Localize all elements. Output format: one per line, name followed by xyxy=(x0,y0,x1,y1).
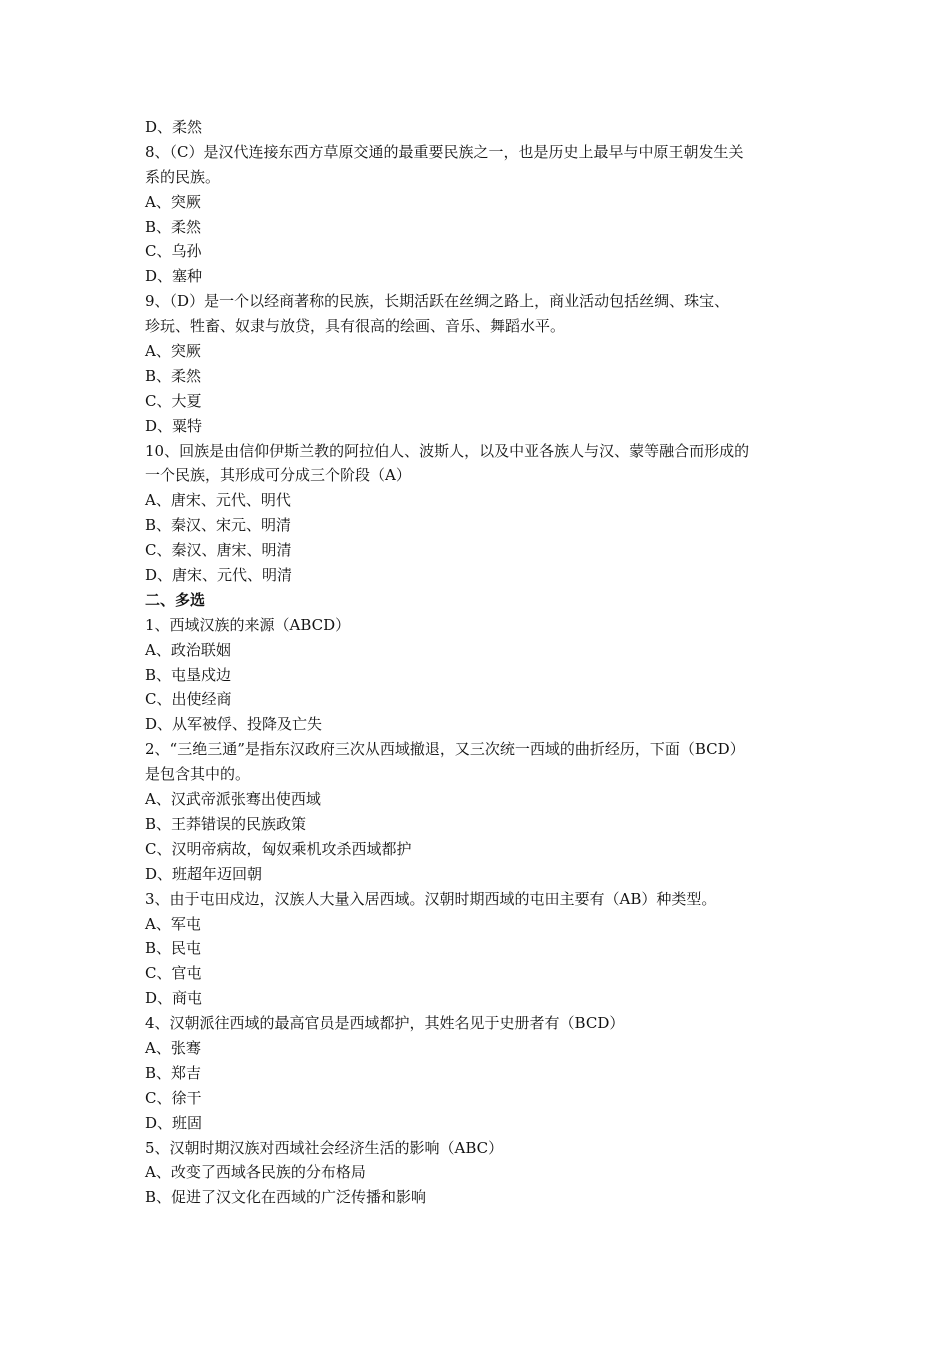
question-10-text: 10、回族是由信仰伊斯兰教的阿拉伯人、波斯人，以及中亚各族人与汉、蒙等融合而形成的 xyxy=(145,441,750,460)
question-8-text-cont: 系的民族。 xyxy=(145,167,221,186)
option-a: A、军屯 xyxy=(145,914,201,933)
question-9-text-cont: 珍玩、牲畜、奴隶与放贷，具有很高的绘画、音乐、舞蹈水平。 xyxy=(145,317,566,336)
option-b: B、柔然 xyxy=(145,366,202,385)
option-b: B、柔然 xyxy=(145,217,202,236)
option-a: A、突厥 xyxy=(145,342,201,361)
option-c: C、乌孙 xyxy=(145,242,202,261)
document-body xyxy=(145,115,820,1210)
option-b: B、郑吉 xyxy=(145,1063,202,1082)
option-c: C、汉明帝病故，匈奴乘机攻杀西域都护 xyxy=(145,839,412,858)
option-b: B、促进了汉文化在西域的广泛传播和影响 xyxy=(145,1188,427,1207)
option-c: C、徐干 xyxy=(145,1088,202,1107)
option-a: A、汉武帝派张骞出使西域 xyxy=(145,790,321,809)
option-b: B、秦汉、宋元、明清 xyxy=(145,516,292,535)
question-4-text: 4、汉朝派往西域的最高官员是西域都护，其姓名见于史册者有（BCD） xyxy=(145,1014,625,1033)
question-1-text: 1、西域汉族的来源（ABCD） xyxy=(145,615,351,634)
option-c: C、出使经商 xyxy=(145,690,232,709)
option-a: A、政治联姻 xyxy=(145,640,231,659)
question-3-text: 3、由于屯田戍边，汉族人大量入居西域。汉朝时期西域的屯田主要有（AB）种类型。 xyxy=(145,889,717,908)
option-d: D、唐宋、元代、明清 xyxy=(145,566,293,585)
option-a: A、唐宋、元代、明代 xyxy=(145,491,291,510)
option-d: D、班超年迈回朝 xyxy=(145,864,263,883)
option-d: D、柔然 xyxy=(145,118,203,136)
question-2-text-cont: 是包含其中的。 xyxy=(145,765,251,784)
option-d: D、从军被俘、投降及亡失 xyxy=(145,715,323,734)
option-c: C、官屯 xyxy=(145,964,202,983)
option-a: A、改变了西域各民族的分布格局 xyxy=(145,1163,366,1182)
option-b: B、王莽错误的民族政策 xyxy=(145,814,307,833)
question-2-text: 2、“三绝三通”是指东汉政府三次从西域撤退，又三次统一西域的曲折经历，下面（BCD） xyxy=(145,740,745,759)
option-b: B、屯垦戍边 xyxy=(145,665,232,684)
question-9-text: 9、（D）是一个以经商著称的民族，长期活跃在丝绸之路上，商业活动包括丝绸、珠宝、 xyxy=(145,292,730,311)
option-d: D、班固 xyxy=(145,1113,203,1132)
option-a: A、张骞 xyxy=(145,1038,201,1057)
option-d: D、塞种 xyxy=(145,267,203,286)
option-c: C、大夏 xyxy=(145,391,202,410)
option-d: D、粟特 xyxy=(145,416,203,435)
option-b: B、民屯 xyxy=(145,939,202,958)
option-a: A、突厥 xyxy=(145,192,201,211)
question-5-text: 5、汉朝时期汉族对西域社会经济生活的影响（ABC） xyxy=(145,1138,504,1157)
question-10-text-cont: 一个民族，其形成可分成三个阶段（A） xyxy=(145,466,411,485)
option-c: C、秦汉、唐宋、明清 xyxy=(145,541,292,560)
option-d: D、商屯 xyxy=(145,989,203,1008)
section-heading-multiple-choice: 二、多选 xyxy=(145,590,206,609)
question-8-text: 8、（C）是汉代连接东西方草原交通的最重要民族之一，也是历史上最早与中原王朝发生关 xyxy=(145,142,744,161)
